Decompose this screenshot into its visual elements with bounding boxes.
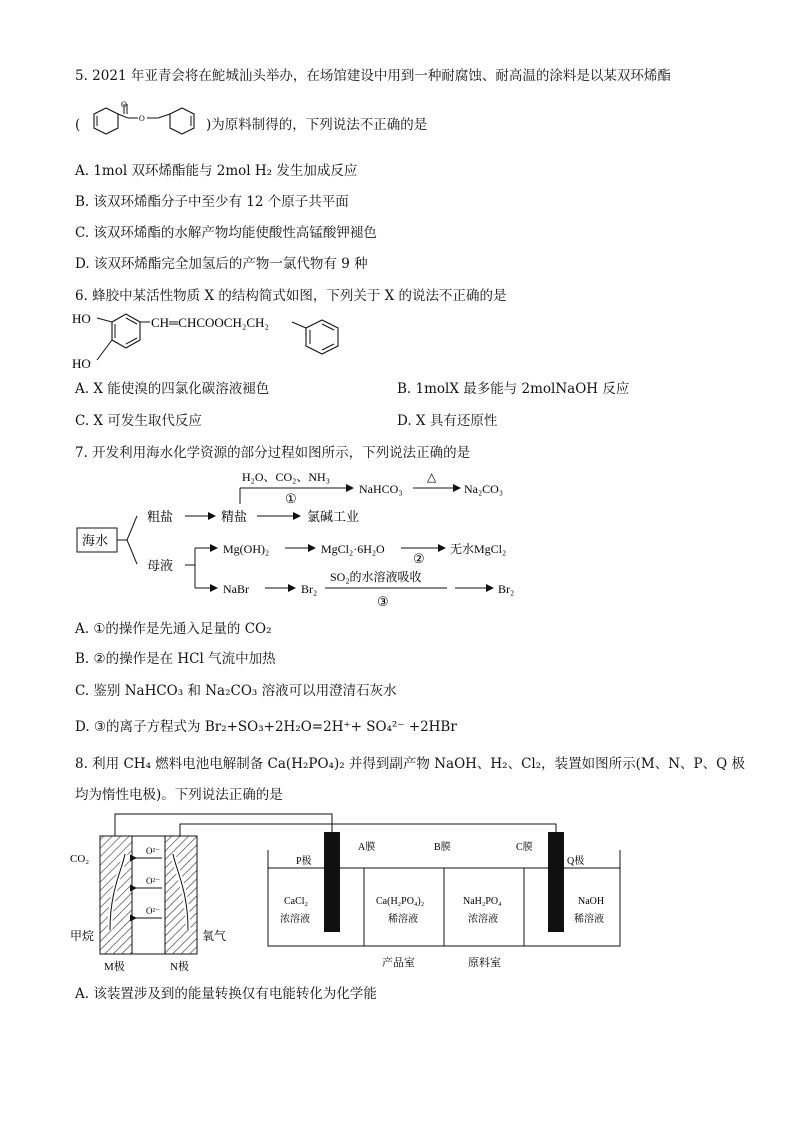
q8-o2-ion-2: O²⁻ [146,876,160,886]
q7-br2-b: Br₂ [498,582,515,596]
q7-so2-absorb: SO₂的水溶液吸收 [330,570,422,584]
q7-na2co3: Na₂CO₃ [464,482,504,496]
q8-methane: 甲烷 [70,929,95,943]
q8-o2-ion-3: O²⁻ [146,906,160,916]
q8-co2: CO₂ [70,853,90,865]
q7-seawater: 海水 [82,533,109,548]
q7-option-a: A. ①的操作是先通入足量的 CO₂ [75,621,272,637]
q8-nah2po4-sol: 浓溶液 [468,914,498,925]
q6-ho2: HO [72,356,91,371]
q8-raw-room: 原料室 [468,957,501,969]
q7-refined-salt: 精盐 [221,509,248,524]
q8-cacl2: CaCl₂ [284,896,309,907]
q8-stem-line1: 8. 利用 CH₄ 燃料电池电解制备 Ca(H₂PO₄)₂ 并得到副产物 NaOH、H₂、Cl₂，装置如图所示(M、N、P、Q 极 [75,756,746,772]
q7-step2: ② [413,551,425,566]
q5-stem2: )为原料制得的，下列说法不正确的是 [206,117,428,133]
q5-structure [78,100,218,146]
q8-naoh: NaOH [578,896,605,907]
q7-anhydrous: 无水MgCl₂ [450,542,507,556]
q8-b-membrane: B膜 [434,842,451,853]
q8-product-room: 产品室 [382,957,415,969]
q8-p-pole: P极 [296,856,312,867]
q8-stem-line2: 均为惰性电极)。下列说法正确的是 [75,787,283,803]
q5-option-b: B. 该双环烯酯分子中至少有 12 个原子共平面 [75,194,349,210]
q7-crude-salt: 粗盐 [147,509,174,524]
q8-c-membrane: C膜 [516,842,533,853]
q7-chlor-alkali: 氯碱工业 [307,509,360,524]
q5-stem: 5. 2021 年亚青会将在鮀城汕头举办，在场馆建设中用到一种耐腐蚀、耐高温的涂料是以某双环烯酯 [75,68,671,84]
q7-mother-liquor: 母液 [147,558,174,573]
q8-m-pole: M极 [104,961,125,973]
q7-option-c: C. 鉴别 NaHCO₃ 和 Na₂CO₃ 溶液可以用澄清石灰水 [75,683,397,699]
q5-o-link: O [139,114,145,123]
q7-flowchart [75,464,545,612]
q8-cacl2-sol: 浓溶液 [280,914,310,925]
q7-step1: ① [285,491,297,506]
q6-chain: CH═CHCOOCH₂CH₂ [151,315,269,330]
q8-apparatus [70,810,640,974]
q7-heat: △ [427,470,437,484]
q7-br2-a: Br₂ [301,582,318,596]
q6-option-a: A. X 能使溴的四氯化碳溶液褪色 [75,381,270,397]
q6-structure [70,308,370,376]
q8-cah2po4: Ca(H₂PO₄)₂ [376,896,425,907]
q8-naoh-sol: 稀溶液 [574,914,604,925]
q8-oxygen: 氧气 [202,929,227,943]
q6-stem: 6. 蜂胶中某活性物质 X 的结构简式如图，下列关于 X 的说法不正确的是 [75,288,507,304]
q7-mgcl2-6h2o: MgCl₂·6H₂O [321,542,385,556]
q7-nahco3: NaHCO₃ [359,482,403,496]
q5-option-a: A. 1mol 双环烯酯能与 2mol H₂ 发生加成反应 [75,163,358,179]
q7-step3: ③ [377,594,389,609]
q6-option-c: C. X 可发生取代反应 [75,413,202,429]
q7-reagents: H₂O、CO₂、NH₃ [242,470,330,484]
q7-stem: 7. 开发利用海水化学资源的部分过程如图所示，下列说法正确的是 [75,445,471,461]
q6-option-d: D. X 具有还原性 [397,413,498,429]
q6-option-b: B. 1molX 最多能与 2molNaOH 反应 [397,381,630,397]
q5-option-d: D. 该双环烯酯完全加氢后的产物一氯代物有 9 种 [75,256,368,272]
q8-option-a: A. 该装置涉及到的能量转换仅有电能转化为化学能 [75,986,377,1002]
q5-o-top: O [121,100,127,109]
q5-paren-open: ( [75,117,81,133]
q7-option-d: D. ③的离子方程式为 Br₂+SO₃+2H₂O=2H⁺+ SO₄²⁻ +2HBr [75,719,457,735]
q6-ho1: HO [72,311,91,326]
q8-cah2po4-sol: 稀溶液 [388,914,418,925]
q7-mgoh2: Mg(OH)₂ [223,542,270,556]
q7-option-b: B. ②的操作是在 HCl 气流中加热 [75,651,276,667]
q5-option-c: C. 该双环烯酯的水解产物均能使酸性高锰酸钾褪色 [75,225,377,241]
q8-o2-ion-1: O²⁻ [146,846,160,856]
q7-nabr: NaBr [223,582,249,596]
q8-q-pole: Q极 [567,856,585,867]
q8-nah2po4: NaH₂PO₄ [463,896,502,907]
q8-n-pole: N极 [170,961,189,973]
q8-a-membrane: A膜 [358,842,376,853]
